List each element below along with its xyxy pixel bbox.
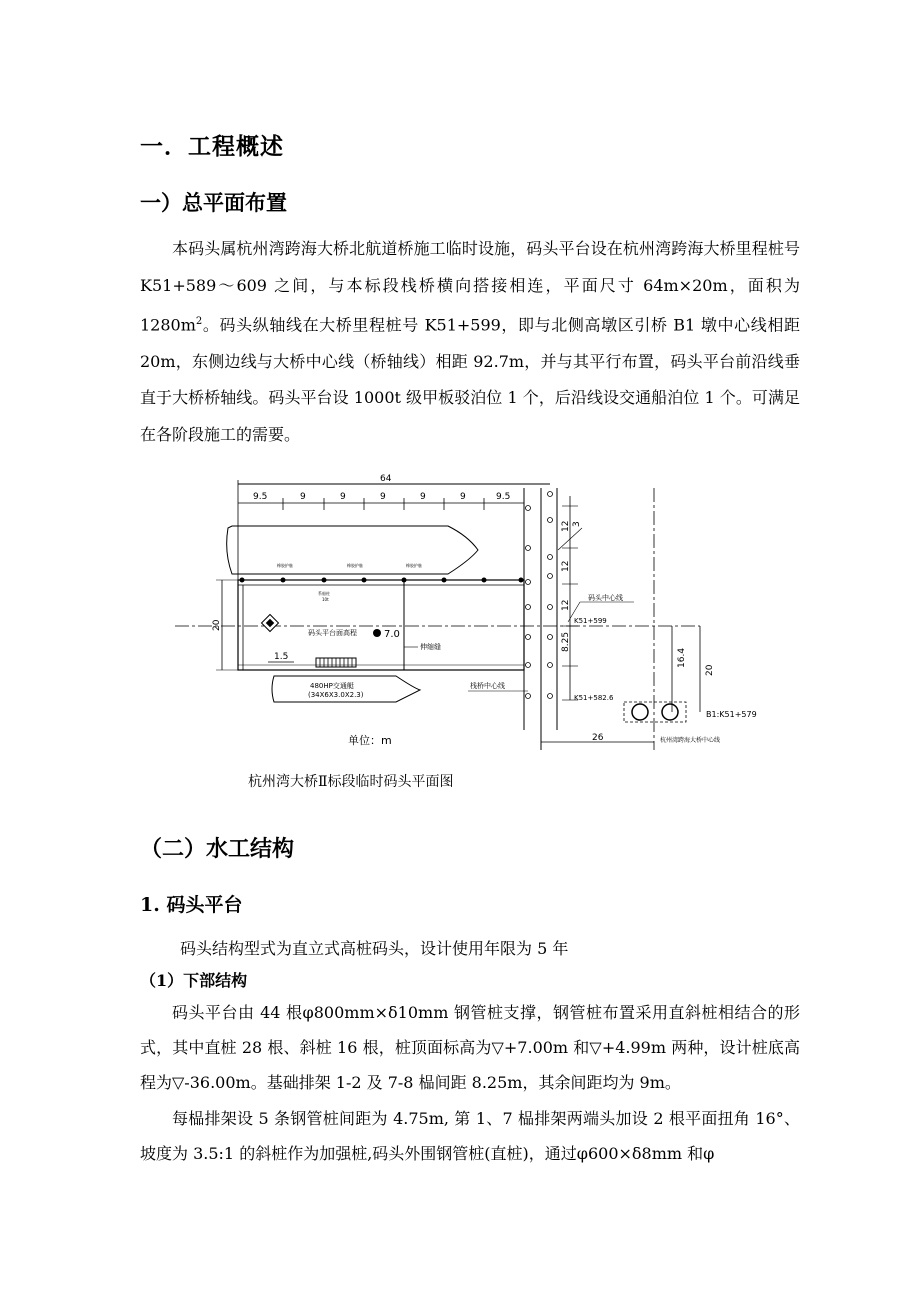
elevation-label: 码头平台面高程 [308, 629, 357, 637]
survey-marker-icon [262, 615, 279, 632]
dim-span-6: 9 [460, 492, 466, 502]
figure-caption: 杭州湾大桥Ⅱ标段临时码头平面图 [248, 774, 454, 790]
dim-left-width: 20 [212, 619, 222, 631]
section-heading: 一．工程概述 [140, 133, 284, 160]
dim-right-3: 12 [561, 599, 571, 611]
boat-size: (34X6X3.0X2.3) [308, 691, 364, 699]
expansion-joint-label: 伸缩缝 [420, 643, 441, 651]
lead-line: 码头结构型式为直立式高桩码头，设计使用年限为 5 年 [180, 939, 569, 958]
dim-right-2: 12 [561, 560, 571, 572]
wharf-centerline-label: 码头中心线 [588, 594, 623, 602]
dim-span-3: 9 [340, 492, 346, 502]
bollard-label: 系船柱 [318, 591, 330, 596]
unit-label: 单位：m [348, 734, 392, 747]
fender-label-3: 橡胶护舷 [406, 563, 422, 568]
bollard-value: 10t [322, 597, 329, 602]
pier-label: B1:K51+579 [706, 710, 757, 719]
fender-label-2: 橡胶护舷 [347, 563, 363, 568]
dim-span-4: 9 [380, 492, 386, 502]
dim-20-b: 20 [705, 664, 715, 676]
dim-right-4: 8.25 [561, 631, 571, 652]
boat-name: 480HP交通艇 [310, 682, 354, 690]
paragraph-text-2: 。码头纵轴线在大桥里程桩号 K51+599，即与北侧高墩区引桥 B1 墩中心线相距 20m，东侧边线与大桥中心线（桥轴线）相距 92.7m，并与其平行布置，码头平台前沿线垂直于大桥桥轴线。码头平台设 1000t 级甲板驳泊位 1 个，后沿线设交通船泊位 1 个。可满足在各阶段施工的需要。 [140, 315, 800, 444]
dim-small: 3 [572, 521, 582, 527]
fender-label-1: 橡胶护舷 [277, 563, 293, 568]
station-582: K51+582.6 [574, 694, 614, 702]
dim-right-1: 12 [561, 520, 571, 532]
subsection-heading-2: 1. 码头平台 [140, 894, 243, 916]
structure-paragraph-2: 每榀排架设 5 条钢管桩间距为 4.75m, 第 1、7 榀排架两端头加设 2 根平面扭角 16°、坡度为 3.5:1 的斜桩作为加强桩,码头外围钢管桩(直桩)，通过φ600×δ8mm 和φ [140, 1109, 800, 1163]
elevation-value: 7.0 [384, 629, 400, 640]
dim-16-4: 16.4 [677, 647, 687, 668]
dim-span-1: 9.5 [253, 492, 268, 502]
elevation-dot-icon [373, 629, 381, 637]
subsubsection-heading: （1）下部结构 [140, 971, 248, 990]
dim-span-2: 9 [300, 492, 306, 502]
subsection-heading: 一）总平面布置 [140, 190, 287, 215]
dim-gap: 1.5 [274, 652, 289, 662]
dim-span-7: 9.5 [496, 492, 511, 502]
section-heading-2: （二）水工结构 [140, 836, 295, 862]
superscript: 2 [195, 316, 203, 327]
paragraph-text-1: 本码头属杭州湾跨海大桥北航道桥施工临时设施，码头平台设在杭州湾跨海大桥里程桩号 K51+589～609 之间，与本标段栈桥横向搭接相连，平面尺寸 64m×20m，面积为 1280m [140, 239, 800, 335]
trestle-centerline-label: 栈桥中心线 [470, 682, 505, 690]
station-599: K51+599 [574, 617, 607, 625]
dim-total-width: 64 [380, 474, 392, 484]
dim-span-5: 9 [420, 492, 426, 502]
bridge-centerline-label: 杭州湾跨海大桥中心线 [660, 737, 721, 744]
structure-paragraph-1: 码头平台由 44 根φ800mm×δ10mm 钢管桩支撑，钢管桩布置采用直斜桩相结合的形式，其中直桩 28 根、斜桩 16 根，桩顶面标高为▽+7.00m 和▽+4.99m 两种，设计桩底高程为▽-36.00m。基础排架 1-2 及 7-8 榀间距 8.25m，其余间距均为 9m。 [140, 1003, 800, 1092]
dim-bottom: 26 [592, 733, 604, 743]
